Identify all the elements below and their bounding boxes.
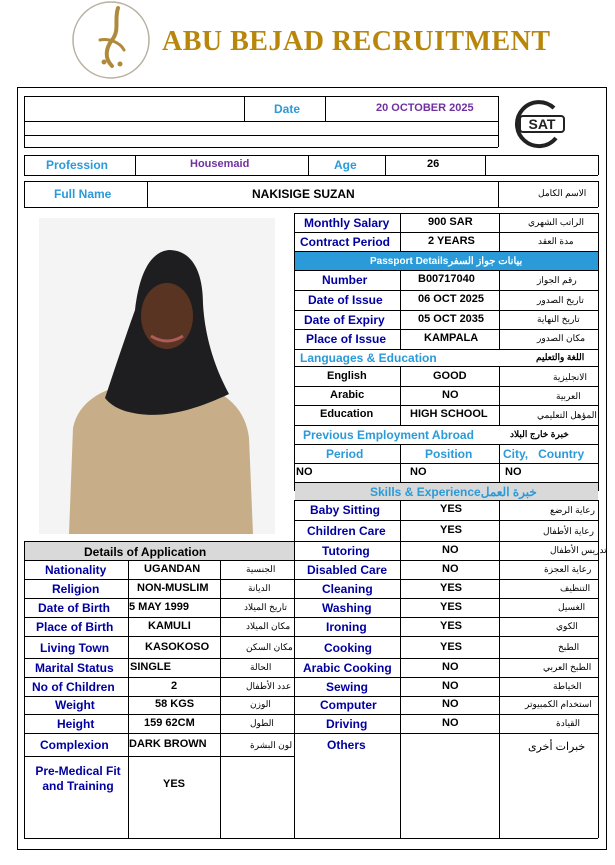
salary-arabic: الراتب الشهري (528, 217, 584, 227)
passport-issue-arabic: تاريخ الصدور (537, 295, 584, 305)
complexion-value: DARK BROWN (129, 738, 207, 750)
skill-arabic-cooking-arabic: الطبخ العربي (543, 662, 592, 672)
contract-period-arabic: مدة العقد (538, 236, 574, 246)
skill-cleaning-value: YES (440, 582, 463, 594)
pob-value: KAMULI (148, 620, 191, 632)
skill-children-care-arabic: رعاية الأطفال (543, 526, 594, 536)
languages-title-arabic: اللغة والتعليم (536, 352, 585, 362)
passport-place-arabic: مكان الصدور (537, 333, 586, 343)
dob-value: 5 MAY 1999 (129, 601, 189, 613)
date-label: Date (274, 102, 301, 116)
employment-header-period: Period (326, 447, 364, 461)
skills-title: Skills & Experienceخبرة العمل (370, 485, 537, 499)
nationality-value: UGANDAN (144, 563, 201, 575)
arabic-arabic: العربية (556, 391, 581, 401)
salary-label: Monthly Salary (304, 216, 390, 230)
weight-label: Weight (55, 698, 95, 712)
age-label: Age (334, 158, 357, 172)
sat-logo (508, 98, 570, 150)
weight-arabic: الوزن (250, 699, 271, 709)
pre-medical-label: Pre-Medical Fit and Training (35, 764, 121, 793)
skill-baby-sitting-arabic: رعاية الرضع (550, 505, 595, 515)
complexion-arabic: لون البشرة (250, 740, 293, 750)
arabic-label: Arabic (330, 389, 365, 401)
skill-others-arabic: خبرات أخرى (528, 741, 586, 753)
contract-period-label: Contract Period (300, 235, 391, 249)
skill-cooking-value: YES (440, 641, 463, 653)
passport-place-label: Place of Issue (306, 332, 387, 346)
svg-text:SAT: SAT (528, 116, 556, 132)
passport-number-arabic: رقم الجواز (537, 275, 577, 285)
passport-number-value: B00717040 (418, 273, 475, 285)
living-town-arabic: مكان السكن (246, 642, 293, 652)
passport-expiry-arabic: تاريخ النهاية (537, 314, 580, 324)
profession-label: Profession (46, 158, 109, 172)
religion-arabic: الديانة (248, 583, 271, 593)
weight-value: 58 KGS (155, 698, 195, 710)
skill-disabled-care-arabic: رعاية العجزة (544, 564, 592, 574)
passport-issue-value: 06 OCT 2025 (418, 293, 485, 305)
skill-computer-label: Computer (320, 698, 377, 712)
marital-status-arabic: الحالة (250, 662, 272, 672)
salary-value: 900 SAR (428, 216, 473, 228)
skill-sewing-value: NO (442, 680, 459, 692)
skill-children-care-label: Children Care (307, 524, 386, 538)
age-value: 26 (427, 158, 440, 170)
skill-tutoring-arabic: تدريس الأطفال (550, 545, 607, 555)
skill-tutoring-value: NO (442, 544, 459, 556)
employment-position-value: NO (410, 466, 427, 478)
dob-arabic: تاريخ الميلاد (244, 602, 287, 612)
skill-disabled-care-value: NO (442, 563, 459, 575)
religion-value: NON-MUSLIM (137, 582, 209, 594)
profession-value: Housemaid (190, 158, 250, 170)
arabic-value: NO (442, 389, 459, 401)
company-name: ABU BEJAD RECRUITMENT (162, 26, 551, 57)
full-name-arabic: الاسم الكامل (538, 188, 587, 198)
complexion-label: Complexion (40, 738, 109, 752)
passport-place-value: KAMPALA (424, 332, 479, 344)
skill-cooking-label: Cooking (324, 641, 372, 655)
skill-cooking-arabic: الطبخ (558, 642, 580, 652)
skill-driving-value: NO (442, 717, 459, 729)
passport-issue-label: Date of Issue (308, 293, 383, 307)
employment-period-value: NO (296, 466, 313, 478)
children-arabic: عدد الأطفال (246, 681, 292, 691)
skill-washing-arabic: الغسيل (558, 602, 586, 612)
skill-computer-value: NO (442, 698, 459, 710)
company-logo (68, 0, 154, 80)
passport-title: Passport Detailsبيانات جواز السفر (370, 256, 523, 267)
employment-header-position: Position (425, 447, 473, 461)
employment-city-value: NO (505, 466, 522, 478)
dob-label: Date of Birth (38, 601, 110, 615)
pob-label: Place of Birth (36, 620, 114, 634)
skill-baby-sitting-label: Baby Sitting (310, 503, 381, 517)
english-arabic: الانجليزية (553, 372, 587, 382)
contract-period-value: 2 YEARS (428, 235, 475, 247)
skill-baby-sitting-value: YES (440, 503, 463, 515)
passport-number-label: Number (322, 273, 368, 287)
full-name-label: Full Name (54, 187, 112, 201)
skill-cleaning-arabic: التنظيف (560, 583, 591, 593)
skill-computer-arabic: استخدام الكمبيوتر (525, 699, 592, 709)
employment-title-arabic: خبرة خارج البلاد (510, 429, 569, 439)
skill-arabic-cooking-label: Arabic Cooking (303, 661, 392, 675)
skill-tutoring-label: Tutoring (322, 544, 370, 558)
skill-disabled-care-label: Disabled Care (307, 563, 388, 577)
full-name-value: NAKISIGE SUZAN (252, 187, 355, 201)
skill-others-label: Others (327, 738, 366, 752)
height-label: Height (57, 717, 95, 731)
skill-ironing-label: Ironing (326, 620, 367, 634)
skill-arabic-cooking-value: NO (442, 661, 459, 673)
skill-washing-label: Washing (322, 601, 372, 615)
living-town-value: KASOKOSO (145, 641, 210, 653)
passport-expiry-label: Date of Expiry (304, 313, 385, 327)
skill-sewing-arabic: الخياطة (553, 681, 582, 691)
date-value: 20 OCTOBER 2025 (376, 102, 474, 114)
employment-header-city-country: City, Country (503, 447, 585, 461)
english-value: GOOD (433, 370, 467, 382)
living-town-label: Living Town (40, 641, 110, 655)
education-label: Education (320, 408, 374, 420)
religion-label: Religion (52, 582, 100, 596)
employment-title: Previous Employment Abroad (303, 428, 474, 442)
passport-expiry-value: 05 OCT 2035 (418, 313, 485, 325)
height-arabic: الطول (250, 718, 274, 728)
details-title: Details of Application (84, 545, 207, 559)
skill-driving-arabic: القيادة (556, 718, 580, 728)
candidate-photo (39, 218, 275, 534)
nationality-label: Nationality (45, 563, 107, 577)
skill-ironing-arabic: الكوي (556, 621, 578, 631)
languages-title: Languages & Education (300, 351, 437, 365)
education-value: HIGH SCHOOL (410, 408, 488, 420)
nationality-arabic: الجنسية (246, 564, 276, 574)
skill-washing-value: YES (440, 601, 463, 613)
children-label: No of Children (32, 680, 115, 694)
skill-sewing-label: Sewing (326, 680, 369, 694)
marital-status-label: Marital Status (35, 661, 114, 675)
skill-ironing-value: YES (440, 620, 463, 632)
education-arabic: المؤهل التعليمي (537, 410, 597, 420)
children-value: 2 (171, 680, 178, 692)
skill-children-care-value: YES (440, 524, 463, 536)
pre-medical-value: YES (163, 778, 186, 790)
pob-arabic: مكان الميلاد (246, 621, 291, 631)
skill-driving-label: Driving (326, 717, 368, 731)
marital-status-value: SINGLE (130, 661, 171, 673)
height-value: 159 62CM (144, 717, 195, 729)
skill-cleaning-label: Cleaning (322, 582, 373, 596)
english-label: English (327, 370, 367, 382)
